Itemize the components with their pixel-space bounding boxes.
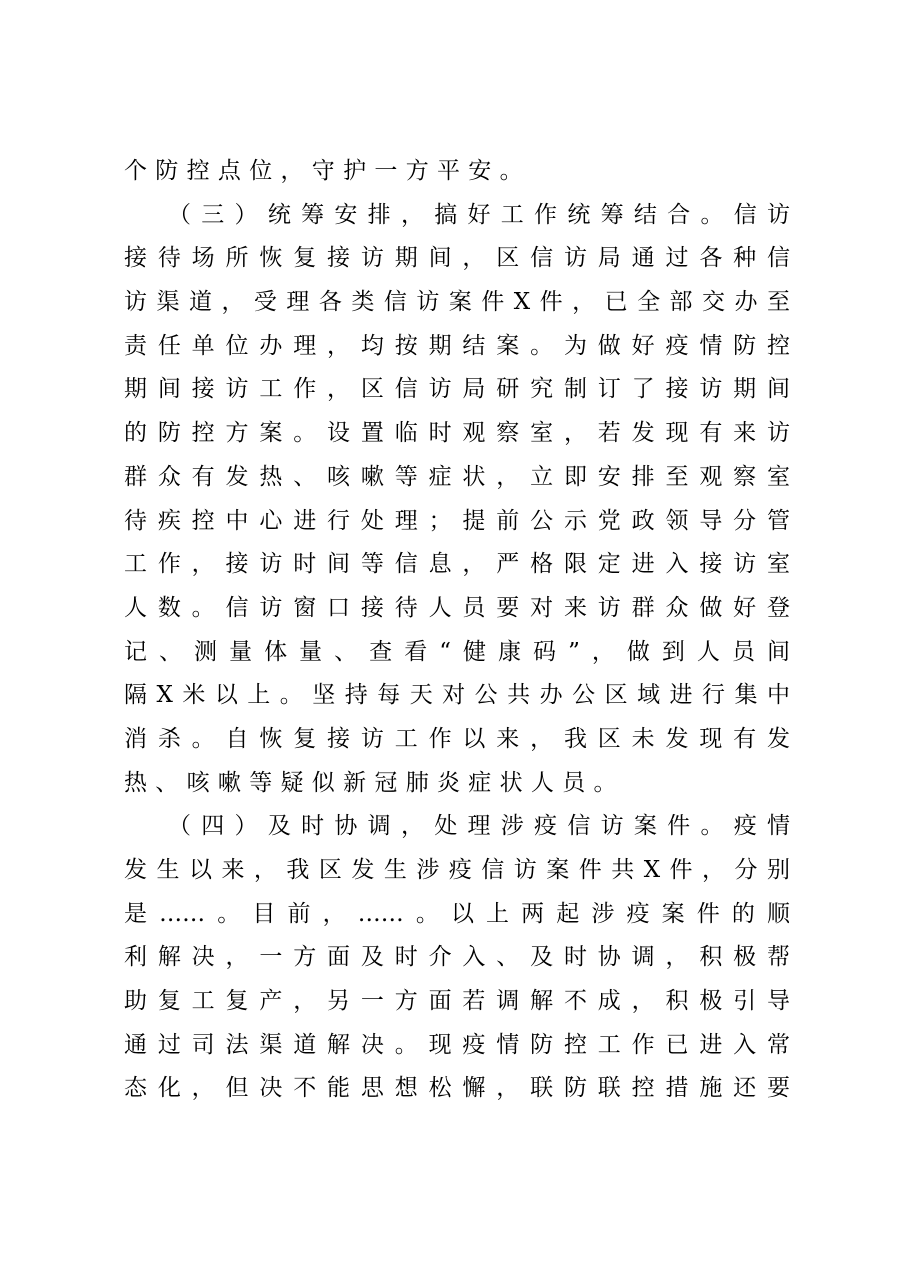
- text-line: 是……。目前，……。以上两起涉疫案件的顺: [124, 900, 790, 927]
- text-line: 热、咳嗽等疑似新冠肺炎症状人员。: [124, 769, 625, 796]
- text-line: 期间接访工作，区信访局研究制订了接访期间: [124, 376, 790, 403]
- section-heading-line: （三）统筹安排，搞好工作统筹结合。信访: [168, 201, 790, 228]
- text-line: 态化，但决不能思想松懈，联防联控措施还要: [124, 1075, 790, 1102]
- text-line: 接待场所恢复接访期间，区信访局通过各种信: [124, 245, 790, 272]
- text-line: 通过司法渠道解决。现疫情防控工作已进入常: [124, 1031, 790, 1058]
- text-line: 待疾控中心进行处理；提前公示党政领导分管: [124, 507, 790, 534]
- text-line: 利解决，一方面及时介入、及时协调，积极帮: [124, 944, 790, 971]
- text-line: 个防控点位，守护一方平安。: [124, 158, 531, 184]
- text-line: 责任单位办理，均按期结案。为做好疫情防控: [124, 332, 790, 359]
- text-line: 工作，接访时间等信息，严格限定进入接访室: [124, 551, 790, 578]
- section-heading-line: （四）及时协调，处理涉疫信访案件。疫情: [168, 813, 790, 840]
- text-line: 记、测量体量、查看“健康码”，做到人员间: [124, 638, 790, 665]
- text-line: 助复工复产，另一方面若调解不成，积极引导: [124, 988, 790, 1015]
- text-line: 消杀。自恢复接访工作以来，我区未发现有发: [124, 725, 790, 752]
- document-body-text: [124, 150, 790, 1111]
- text-line: 访渠道，受理各类信访案件X件，已全部交办至: [124, 289, 790, 316]
- text-line: 发生以来，我区发生涉疫信访案件共X件，分别: [124, 857, 790, 883]
- text-line: 的防控方案。设置临时观察室，若发现有来访: [124, 420, 790, 447]
- text-line: 隔X米以上。坚持每天对公共办公区域进行集中: [124, 682, 790, 709]
- text-line: 人数。信访窗口接待人员要对来访群众做好登: [124, 594, 790, 621]
- text-line: 群众有发热、咳嗽等症状，立即安排至观察室: [124, 463, 790, 490]
